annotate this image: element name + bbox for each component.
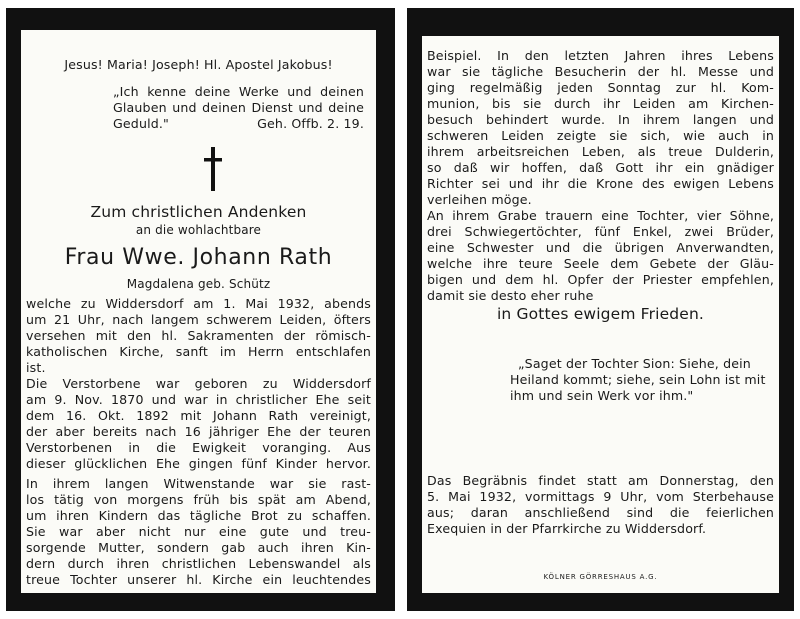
text-line: so daß wir hoffen, daß Gott ihr ein gnädiger (427, 160, 774, 175)
text-line: drei Schwiegertöchter, fünf Enkel, zwei Brüder, (427, 224, 774, 239)
text-line: Sie war aber nicht nur eine gute und treu- (26, 524, 371, 539)
text-line: Beispiel. In den letzten Jahren ihres Lebens (427, 48, 774, 63)
left-card (21, 30, 376, 593)
text-line: welche ihre teure Seele dem Gebete der Gläu- (427, 256, 774, 271)
memorial-subheading: an die wohlachtbare (135, 223, 262, 237)
text-line: sorgende Mutter, sondern gab auch ihren Kin- (26, 540, 371, 555)
text-line: Die Verstorbene war geboren zu Widdersdorf (26, 376, 371, 391)
text-line: Exequien in der Pfarrkirche zu Widdersdorf. (427, 521, 707, 536)
text-line: munion, bis sie durch ihr Leiden am Kirchen- (427, 96, 774, 111)
text-line: dern durch ihren christlichen Lebenswandel als (26, 556, 371, 571)
text-line: war sie tägliche Besucherin der hl. Messe und (427, 64, 774, 79)
text-line: um ihren Kindern das tägliche Brot zu schaffen. (26, 508, 371, 523)
peace-line: in Gottes ewigem Frieden. (496, 305, 705, 323)
text-line: damit sie desto eher ruhe (427, 288, 594, 303)
quote-reference: Geh. Offb. 2. 19. (257, 116, 364, 131)
text-line: eine Schwester und die übrigen Anverwandten, (427, 240, 774, 255)
text-line: bigen und dem hl. Opfer der Priester empfehlen, (427, 272, 774, 287)
text-line: am 9. Nov. 1870 und war in christlicher Ehe seit (26, 392, 371, 407)
text-line: der aber bereits nach 16 jähriger Ehe der teuren (26, 424, 371, 439)
text-line: verleihen möge. (427, 192, 532, 207)
text-line: aus; daran anschließend sind die feierlichen (427, 505, 774, 520)
text-line: 5. Mai 1932, vormittags 9 Uhr, vom Sterbehause (427, 489, 774, 504)
text-line: versehen mit den hl. Sakramenten der römisch- (26, 328, 371, 343)
text-line: los tätig von morgens früh bis spät am Abend, (26, 492, 371, 507)
text-line: An ihrem Grabe trauern eine Tochter, vier Söhne, (427, 208, 774, 223)
quote-line: Glauben und deinen Dienst und deine (113, 100, 364, 115)
text-line: treue Tochter unserer hl. Kirche ein leuchtendes (26, 572, 371, 587)
text-line: welche zu Widdersdorf am 1. Mai 1932, abends (26, 296, 371, 311)
text-line: dieser glücklichen Ehe gingen fünf Kinder hervor. (26, 456, 371, 471)
text-line: dem 16. Okt. 1892 mit Johann Rath vereinigt, (26, 408, 371, 423)
maiden-name: Magdalena geb. Schütz (126, 277, 271, 291)
text-line: besuch behindert wurde. In ihrem langen und (427, 112, 774, 127)
invocation: Jesus! Maria! Joseph! Hl. Apostel Jakobus! (64, 57, 333, 72)
quote-line: Heiland kommt; siehe, sein Lohn ist mit (510, 372, 766, 387)
text-line: um 21 Uhr, nach langem schwerem Leiden, öfters (26, 312, 371, 327)
text-line: ihrem arbeitsreichen Leben, als treue Dulderin, (427, 144, 774, 159)
text-line: katholischen Kirche, sanft im Herrn entschlafen (26, 344, 371, 359)
deceased-name: Frau Wwe. Johann Rath (64, 245, 333, 270)
text-line: Verstorbenen in die Ewigkeit voranging. Aus (26, 440, 371, 455)
memorial-heading: Zum christlichen Andenken (90, 203, 307, 221)
text-line: In ihrem langen Witwenstande war sie rast- (26, 476, 371, 491)
quote-line: ihm und sein Werk vor ihm." (510, 388, 694, 403)
text-line: schweren Leiden zeigte sie sich, wie auch in (427, 128, 774, 143)
text-line: ging regelmäßig jeden Sonntag zur hl. Kom- (427, 80, 774, 95)
right-card-border (407, 8, 794, 611)
quote-line: „Saget der Tochter Sion: Siehe, dein (518, 356, 751, 371)
left-card-border (6, 8, 395, 611)
text-line: ist. (26, 360, 46, 375)
cross-icon (198, 147, 228, 191)
text-line: Das Begräbnis findet statt am Donnerstag, den (427, 473, 774, 488)
quote-line: Geduld." (113, 116, 169, 131)
printer-imprint: KÖLNER GÖRRESHAUS A.G. (543, 573, 658, 581)
text-line: Richter sei und ihr die Krone des ewigen Lebens (427, 176, 774, 191)
quote-line: „Ich kenne deine Werke und deinen (113, 84, 364, 99)
right-card (422, 36, 779, 593)
